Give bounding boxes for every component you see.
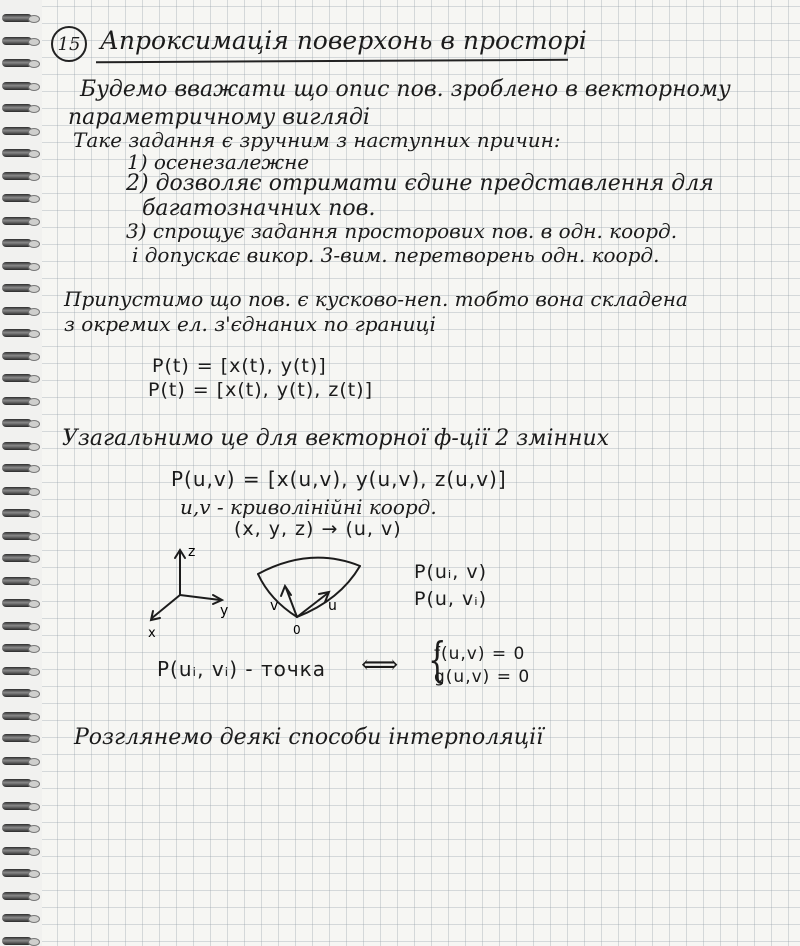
coord-mapping: (x, y, z) → (u, v) — [234, 518, 402, 540]
spiral-ring — [2, 847, 32, 855]
spiral-ring — [2, 464, 32, 472]
spiral-ring — [2, 82, 32, 90]
section-number: 15 — [51, 26, 87, 62]
intro-line-1: Будемо вважати що опис пов. зроблено в векторному — [80, 77, 731, 102]
iso-curve-v: P(u, vᵢ) — [414, 588, 488, 610]
spiral-ring — [2, 239, 32, 247]
system-brace: { — [428, 632, 447, 688]
u-direction — [297, 593, 328, 617]
surface-top-edge — [258, 558, 360, 574]
spiral-ring — [2, 419, 32, 427]
equation-f: f(u,v) = 0 — [434, 644, 526, 664]
page-title: Апроксимація поверхонь в просторі — [100, 26, 587, 55]
equation-g: g(u,v) = 0 — [434, 667, 531, 687]
spiral-ring — [2, 149, 32, 157]
spiral-ring — [2, 509, 32, 517]
formula-3d: P(t) = [x(t), y(t), z(t)] — [148, 379, 374, 401]
spiral-ring — [2, 329, 32, 337]
v-label: v — [270, 598, 279, 614]
spiral-ring — [2, 397, 32, 405]
x-label: x — [148, 626, 156, 640]
spiral-ring — [2, 779, 32, 787]
spiral-ring — [2, 644, 32, 652]
spiral-binding — [0, 0, 42, 946]
formula-uv: P(u,v) = [x(u,v), y(u,v), z(u,v)] — [171, 467, 507, 491]
u-label: u — [328, 598, 337, 614]
spiral-ring — [2, 127, 32, 135]
spiral-ring — [2, 352, 32, 360]
closing-line: Розглянемо деякі способи інтерполяції — [74, 725, 544, 750]
reason-3: 3) спрощує задання просторових пов. в одн. коорд. — [126, 219, 678, 243]
spiral-ring — [2, 442, 32, 450]
spiral-ring — [2, 622, 32, 630]
x-axis — [152, 595, 180, 618]
spiral-ring — [2, 104, 32, 112]
spiral-ring — [2, 914, 32, 922]
formula-2d: P(t) = [x(t), y(t)] — [152, 355, 327, 377]
spiral-ring — [2, 14, 32, 22]
surface-diagram — [140, 540, 380, 640]
reason-1: 1) осенезалежне — [127, 150, 310, 174]
piecewise-line-2: з окремих ел. з'єднаних по границі — [64, 312, 436, 336]
spiral-ring — [2, 194, 32, 202]
intro-line-2: параметричному вигляді — [68, 105, 370, 130]
spiral-ring — [2, 892, 32, 900]
spiral-ring — [2, 262, 32, 270]
reason-2-cont: багатозначних пов. — [142, 196, 376, 221]
y-label: y — [220, 603, 229, 619]
origin-label: 0 — [293, 623, 301, 637]
spiral-ring — [2, 577, 32, 585]
spiral-ring — [2, 554, 32, 562]
spiral-ring — [2, 734, 32, 742]
spiral-ring — [2, 937, 32, 945]
curvilinear-note: u,v - криволінійні коорд. — [180, 495, 437, 519]
z-label: z — [188, 544, 196, 560]
spiral-ring — [2, 307, 32, 315]
spiral-ring — [2, 869, 32, 877]
spiral-ring — [2, 37, 32, 45]
spiral-ring — [2, 532, 32, 540]
reason-2: 2) дозволяє отримати єдине представлення для — [126, 171, 714, 196]
iso-curve-u: P(uᵢ, v) — [414, 561, 488, 583]
reason-3-cont: і допускає викор. 3-вим. перетворень одн. коорд. — [132, 243, 660, 267]
spiral-ring — [2, 599, 32, 607]
spiral-ring — [2, 712, 32, 720]
spiral-ring — [2, 689, 32, 697]
spiral-ring — [2, 284, 32, 292]
point-definition: P(uᵢ, vᵢ) - точка — [157, 657, 327, 681]
spiral-ring — [2, 374, 32, 382]
spiral-ring — [2, 217, 32, 225]
spiral-ring — [2, 824, 32, 832]
v-arrow — [281, 586, 291, 596]
piecewise-line-1: Припустимо що пов. є кусково-неп. тобто вона складена — [64, 287, 688, 311]
spiral-ring — [2, 487, 32, 495]
equivalence-arrow: ⟺ — [361, 650, 399, 680]
spiral-ring — [2, 757, 32, 765]
spiral-ring — [2, 172, 32, 180]
spiral-ring — [2, 667, 32, 675]
intro-line-3: Таке задання є зручним з наступних причин: — [73, 128, 561, 152]
spiral-ring — [2, 59, 32, 67]
generalize-line: Узагальнимо це для векторної ф-ції 2 змінних — [62, 426, 610, 451]
spiral-ring — [2, 802, 32, 810]
